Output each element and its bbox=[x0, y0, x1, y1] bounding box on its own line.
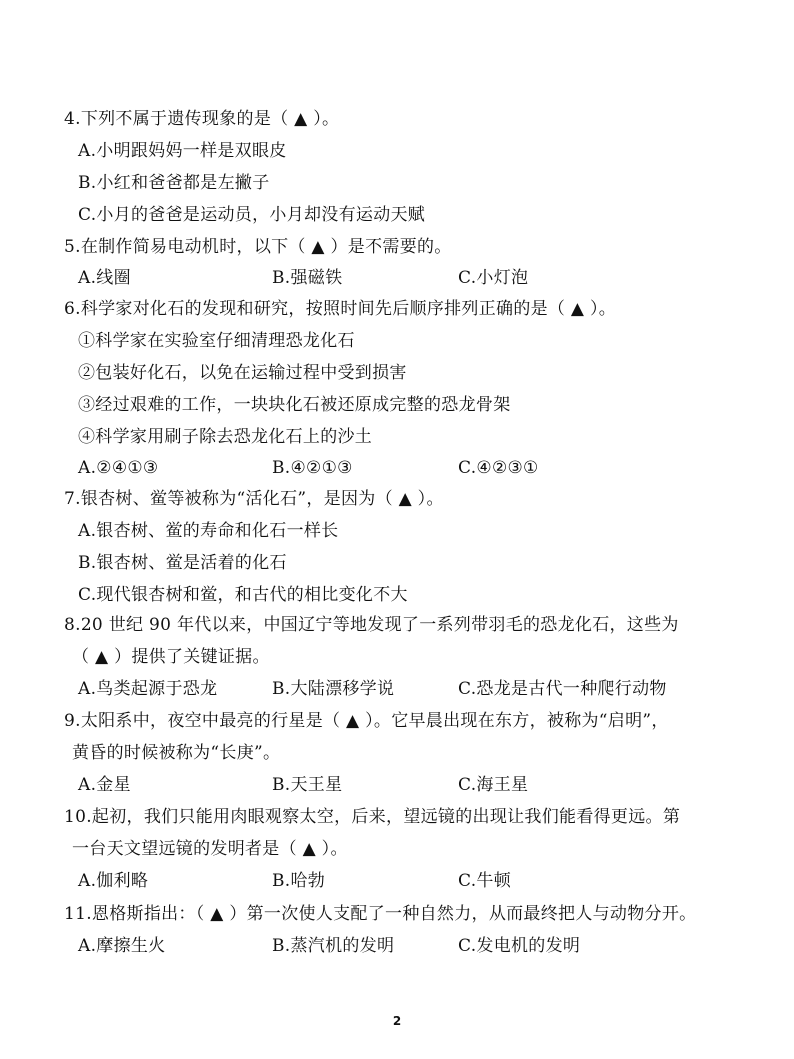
question-7-stem: 7.银杏树、鲎等被称为“活化石”，是因为（ ▲ ）。 bbox=[64, 489, 444, 509]
question-6-item-3: ③经过艰难的工作，一块块化石被还原成完整的恐龙骨架 bbox=[78, 395, 511, 415]
question-4-stem: 4.下列不属于遗传现象的是（ ▲ ）。 bbox=[64, 109, 340, 129]
question-11-option-c: C.发电机的发明 bbox=[458, 936, 581, 956]
question-11-stem: 11.恩格斯指出：（ ▲ ）第一次使人支配了一种自然力，从而最终把人与动物分开。 bbox=[64, 904, 697, 924]
page-number: 2 bbox=[392, 1014, 402, 1028]
question-5-stem: 5.在制作简易电动机时，以下（ ▲ ）是不需要的。 bbox=[64, 237, 452, 257]
question-5-option-a: A.线圈 bbox=[78, 268, 131, 288]
question-9-option-c: C.海王星 bbox=[458, 775, 529, 795]
question-9-stem: 9.太阳系中，夜空中最亮的行星是（ ▲ ）。它早晨出现在东方，被称为“启明”， bbox=[64, 711, 669, 731]
question-10-option-b: B.哈勃 bbox=[272, 871, 326, 891]
question-8-option-a: A.鸟类起源于恐龙 bbox=[78, 679, 218, 699]
question-7-option-a: A.银杏树、鲎的寿命和化石一样长 bbox=[78, 521, 339, 541]
question-8-stem: 8.20 世纪 90 年代以来，中国辽宁等地发现了一系列带羽毛的恐龙化石，这些为 bbox=[64, 615, 679, 635]
question-6-item-2: ②包装好化石，以免在运输过程中受到损害 bbox=[78, 363, 407, 383]
question-11-option-b: B.蒸汽机的发明 bbox=[272, 936, 395, 956]
question-5-option-b: B.强磁铁 bbox=[272, 268, 343, 288]
question-8-option-b: B.大陆漂移学说 bbox=[272, 679, 395, 699]
question-9-stem-continued: 黄昏的时候被称为“长庚”。 bbox=[72, 743, 281, 763]
question-4-option-b: B.小红和爸爸都是左撇子 bbox=[78, 173, 270, 193]
question-8-option-c: C.恐龙是古代一种爬行动物 bbox=[458, 679, 667, 699]
question-10-stem-continued: 一台天文望远镜的发明者是（ ▲ ）。 bbox=[72, 839, 348, 859]
question-5-option-c: C.小灯泡 bbox=[458, 268, 529, 288]
question-4-option-c: C.小月的爸爸是运动员，小月却没有运动天赋 bbox=[78, 205, 426, 225]
question-6-option-c: C.④②③① bbox=[458, 458, 539, 478]
question-6-option-a: A.②④①③ bbox=[78, 458, 159, 478]
question-11-option-a: A.摩擦生火 bbox=[78, 936, 166, 956]
question-10-option-a: A.伽利略 bbox=[78, 871, 149, 891]
question-6-item-1: ①科学家在实验室仔细清理恐龙化石 bbox=[78, 331, 355, 351]
question-10-option-c: C.牛顿 bbox=[458, 871, 512, 891]
question-4-option-a: A.小明跟妈妈一样是双眼皮 bbox=[78, 141, 287, 161]
question-9-option-a: A.金星 bbox=[78, 775, 131, 795]
question-6-item-4: ④科学家用刷子除去恐龙化石上的沙土 bbox=[78, 427, 373, 447]
question-6-stem: 6.科学家对化石的发现和研究，按照时间先后顺序排列正确的是（ ▲ ）。 bbox=[64, 299, 617, 319]
question-8-stem-continued: （ ▲ ）提供了关键证据。 bbox=[72, 647, 270, 667]
question-10-stem: 10.起初，我们只能用肉眼观察太空，后来，望远镜的出现让我们能看得更远。第 bbox=[64, 807, 681, 827]
question-6-option-b: B.④②①③ bbox=[272, 458, 353, 478]
question-7-option-b: B.银杏树、鲎是活着的化石 bbox=[78, 553, 287, 573]
question-9-option-b: B.天王星 bbox=[272, 775, 343, 795]
question-7-option-c: C.现代银杏树和鲎，和古代的相比变化不大 bbox=[78, 585, 408, 605]
